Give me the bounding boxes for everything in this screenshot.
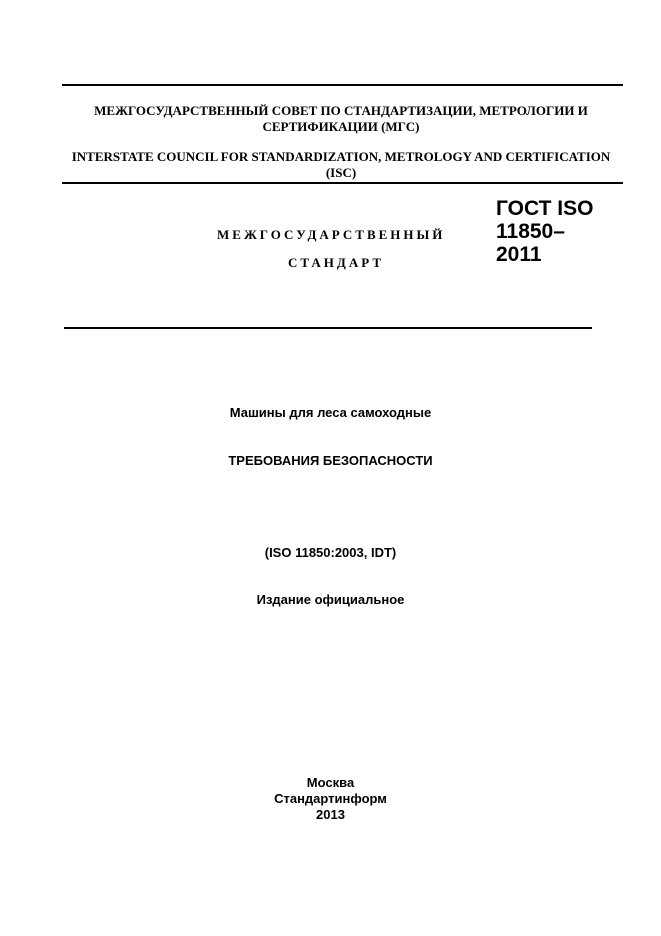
edition-label: Издание официальное — [256, 592, 405, 607]
imprint-city: Москва — [306, 775, 355, 790]
standard-designation — [496, 197, 593, 266]
designation-line3: 2011 — [496, 243, 542, 266]
imprint-publisher: Стандартинформ — [274, 791, 387, 806]
document-subject: Машины для леса самоходные — [229, 405, 432, 420]
title-block-rule — [64, 327, 592, 329]
standard-type-line2: СТАНДАРТ — [288, 255, 385, 270]
iso-reference: (ISO 11850:2003, IDT) — [264, 545, 397, 560]
council-name-ru: МЕЖГОСУДАРСТВЕННЫЙ СОВЕТ ПО СТАНДАРТИЗАЦИИ, МЕТРОЛОГИИ И СЕРТИФИКАЦИИ (МГС) — [94, 103, 588, 134]
designation-line2: 11850– — [496, 220, 565, 243]
header-rule — [62, 182, 623, 184]
document-title: ТРЕБОВАНИЯ БЕЗОПАСНОСТИ — [228, 453, 433, 468]
council-name-en: INTERSTATE COUNCIL FOR STANDARDIZATION, METROLOGY AND CERTIFICATION (ISC) — [71, 149, 611, 180]
top-rule — [62, 84, 623, 86]
designation-line1: ГОСТ ISO — [496, 197, 594, 220]
imprint-year: 2013 — [316, 807, 345, 822]
standard-type-line1: МЕЖГОСУДАРСТВЕННЫЙ — [217, 227, 446, 242]
